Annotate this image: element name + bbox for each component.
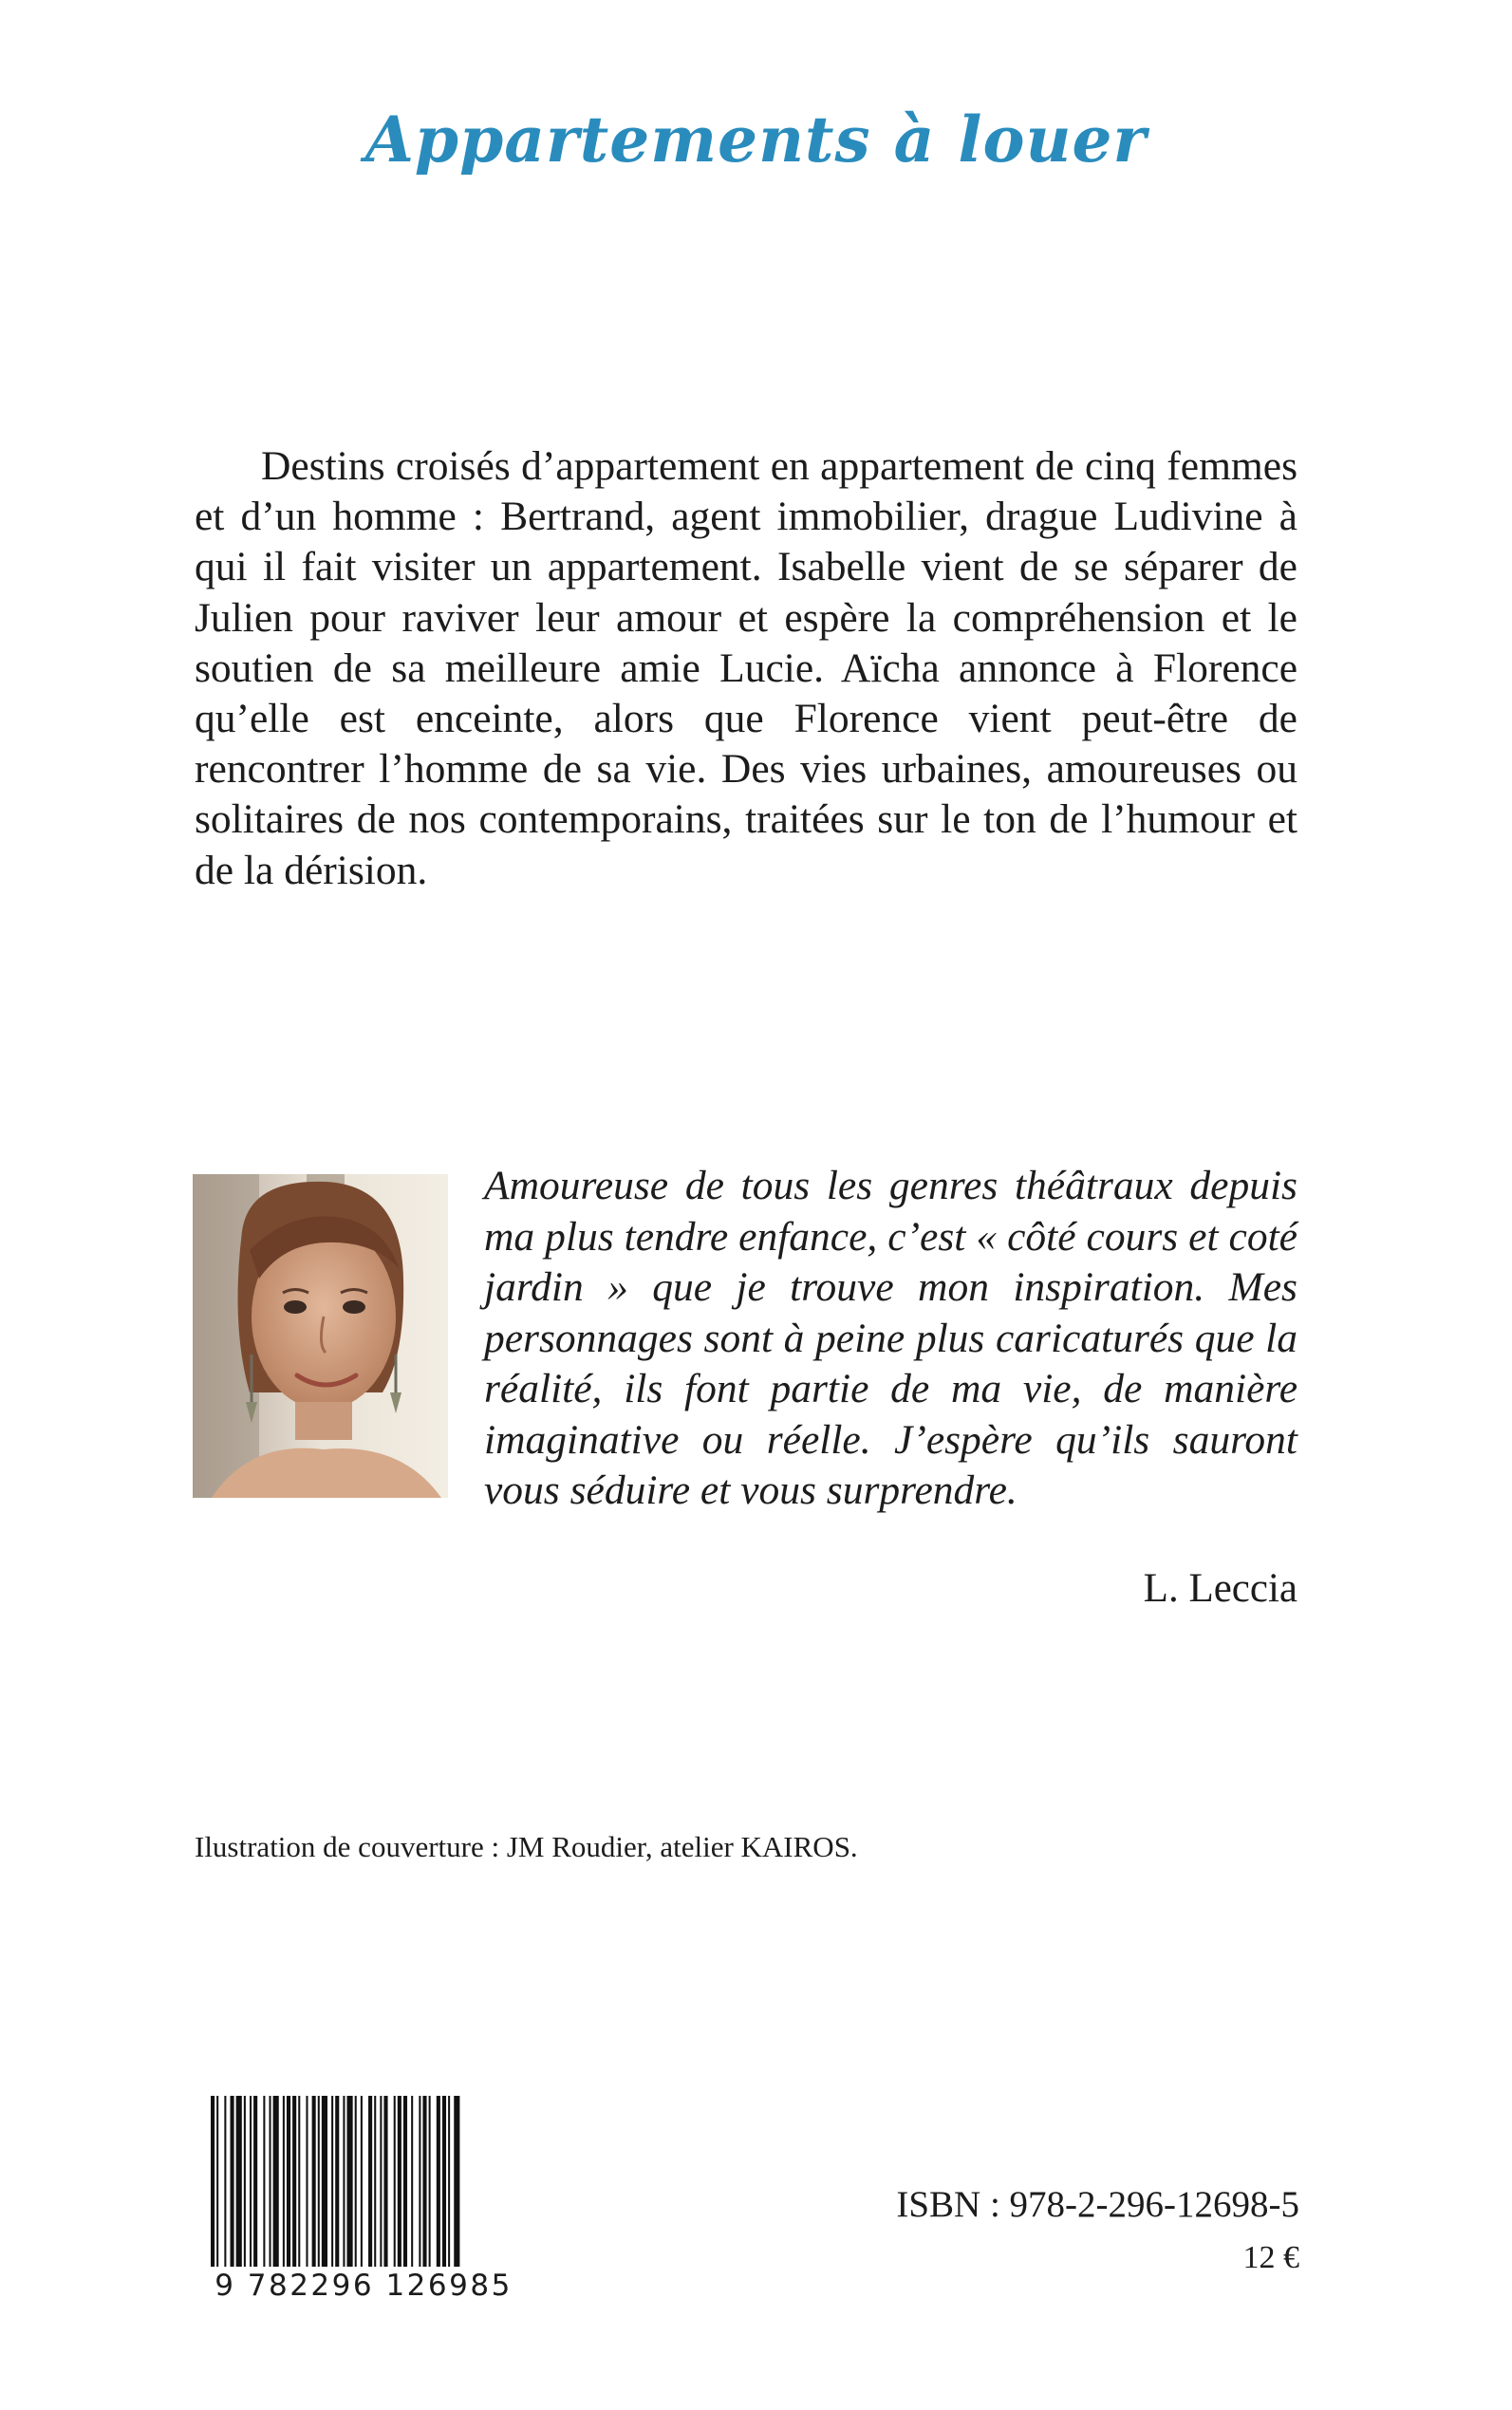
barcode-bar (394, 2096, 396, 2267)
barcode-bar (422, 2096, 426, 2267)
barcode-bar (368, 2096, 372, 2267)
barcode-bar (361, 2096, 363, 2267)
barcode-bar (244, 2096, 246, 2267)
barcode-bar (306, 2096, 308, 2267)
barcode-bar (287, 2096, 290, 2267)
barcode-bar (403, 2096, 407, 2267)
barcode-bar (283, 2096, 285, 2267)
barcode-bar (380, 2096, 382, 2267)
barcode-bar (322, 2096, 327, 2267)
barcode-digits: 9 782296 126985 (215, 2269, 513, 2303)
barcode-bar (383, 2096, 387, 2267)
barcode-bar (263, 2096, 265, 2267)
price: 12 € (1242, 2240, 1299, 2275)
barcode-bar (298, 2096, 300, 2267)
barcode-bar (437, 2096, 440, 2267)
barcode-bar (419, 2096, 420, 2267)
barcode-bar (355, 2096, 357, 2267)
barcode-bar (318, 2096, 320, 2267)
barcode-bar (250, 2096, 252, 2267)
barcode-bar (216, 2096, 218, 2267)
barcode-bar (411, 2096, 413, 2267)
barcode (207, 2096, 520, 2267)
book-title: Appartements à louer (364, 103, 1148, 177)
barcode-bar (253, 2096, 257, 2267)
barcode-bar (211, 2096, 215, 2267)
barcode-bar (442, 2096, 446, 2267)
barcode-bar (312, 2096, 316, 2267)
barcode-bar (292, 2096, 296, 2267)
barcode-bar (236, 2096, 242, 2267)
photo-spacer (195, 1161, 484, 1518)
synopsis-paragraph: Destins croisés d’appartement en appartement de cinq femmes et d’un homme : Bertrand, agent immobilier, drague Ludivine à qui il fait visiter un appartement. Isabelle vient de se séparer de Julien pour raviver leur amour et espère la compréhension et le soutien de sa meilleure amie Lucie. Aïcha annonce à Florence qu’elle est enceinte, alors que Florence vient peut-être de rencontrer l’homme de sa vie. Des vies urbaines, amoureuses ou solitaires de nos contemporains, traitées sur le ton de l’humour et de la dérision. (195, 443, 1297, 893)
barcode-bar (374, 2096, 376, 2267)
barcode-bar (429, 2096, 431, 2267)
barcode-bar (448, 2096, 450, 2267)
barcode-bar (331, 2096, 333, 2267)
isbn: ISBN : 978-2-296-12698-5 (896, 2184, 1299, 2225)
barcode-bar (224, 2096, 226, 2267)
barcode-bar (231, 2096, 234, 2267)
barcode-bar (343, 2096, 345, 2267)
author-bio (195, 1161, 1297, 1518)
barcode-bar (273, 2096, 279, 2267)
barcode-bar (270, 2096, 271, 2267)
cover-credit: Ilustration de couverture : JM Roudier, atelier KAIROS. (195, 1830, 858, 1863)
author-bio-text: Amoureuse de tous les genres théâtraux depuis ma plus tendre enfance, c’est « côté cours et coté jardin » que je trouve mon inspiration. Mes personnages sont à peine plus caricaturés que la réalité, ils font partie de ma vie, de manière imaginative ou réelle. J’espère qu’ils sauront vous séduire et vous surprendre. (484, 1163, 1297, 1513)
barcode-bar (398, 2096, 401, 2267)
author-signature: L. Leccia (1143, 1566, 1297, 1611)
barcode-bar (454, 2096, 459, 2267)
barcode-bar (335, 2096, 339, 2267)
barcode-bar (347, 2096, 353, 2267)
